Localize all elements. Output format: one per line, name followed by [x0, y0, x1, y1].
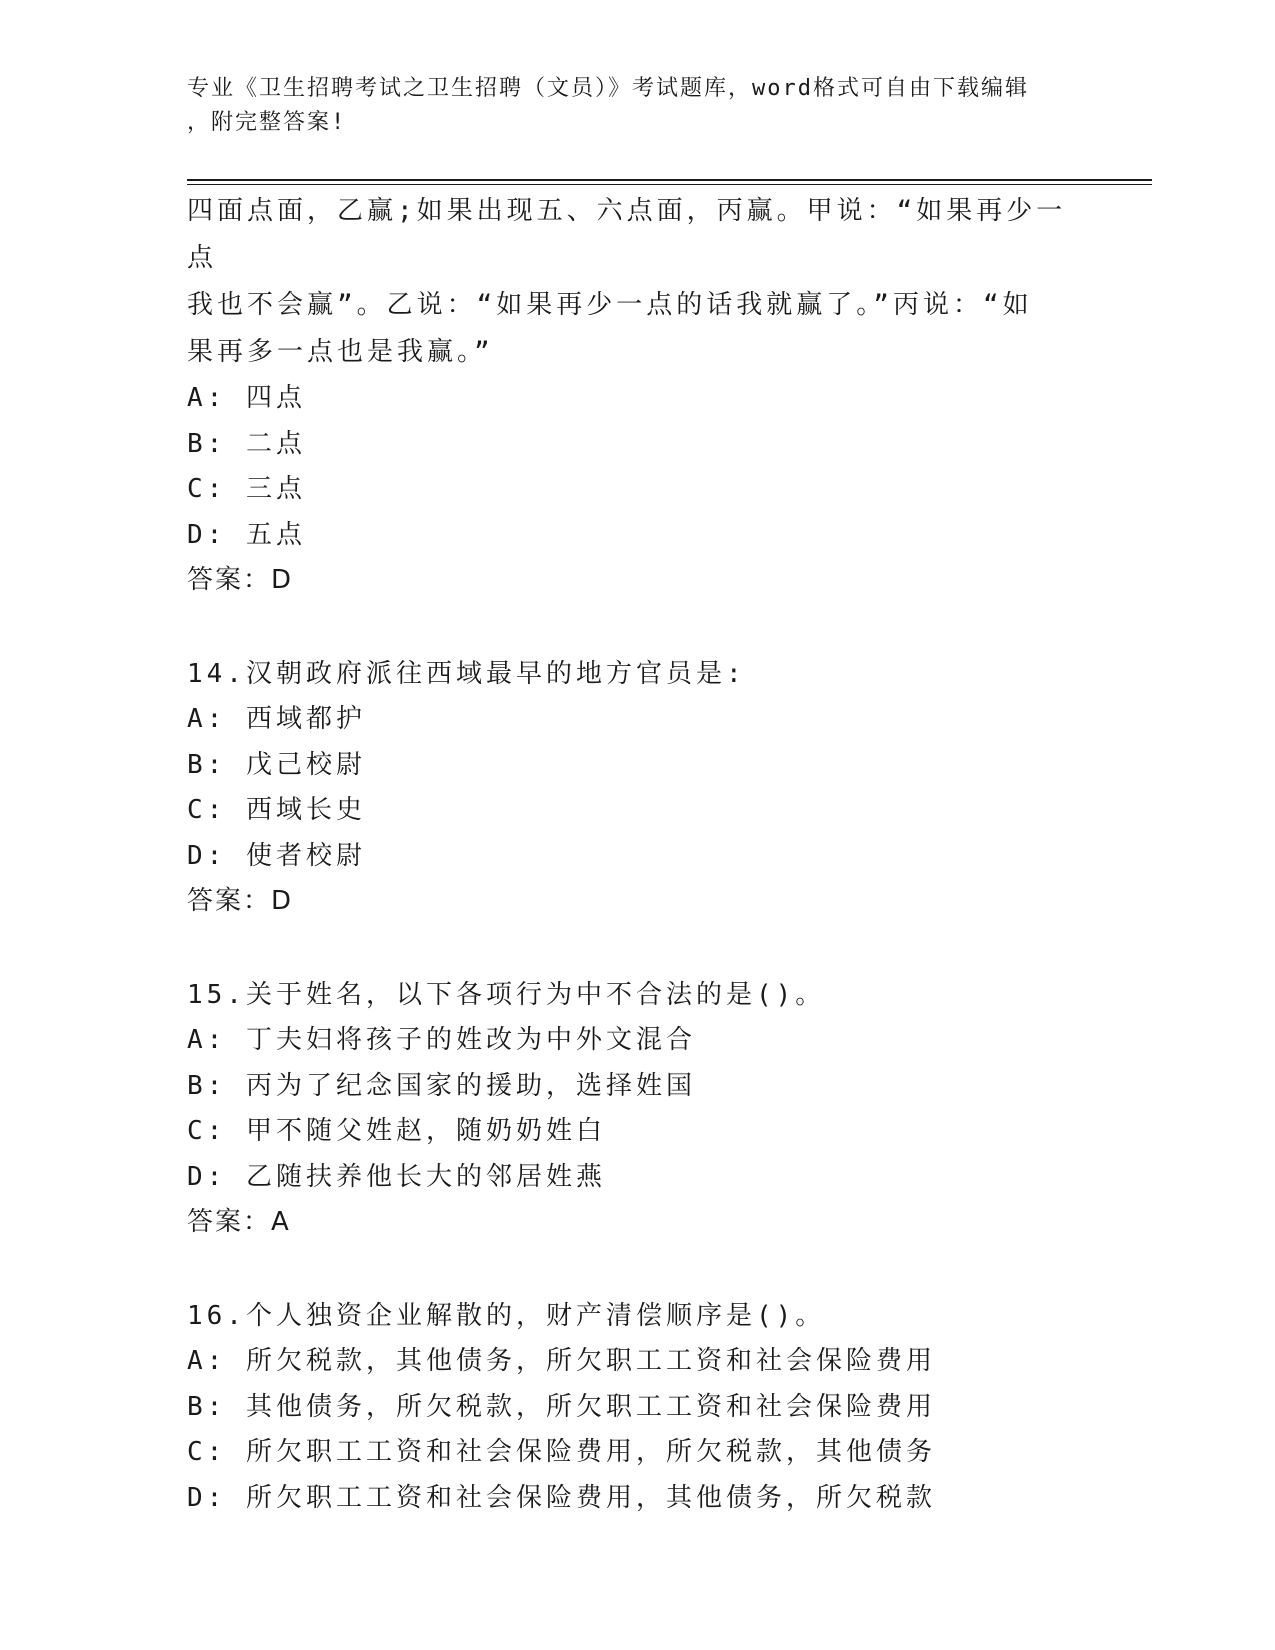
option-b: B: 其他债务，所欠税款，所欠职工工资和社会保险费用 [187, 1391, 936, 1422]
option-c: C: 所欠职工工资和社会保险费用，所欠税款，其他债务 [187, 1437, 936, 1467]
option-a: A: 西域都护 [187, 704, 366, 734]
answer: 答案：A [187, 1207, 291, 1237]
option-a: A: 丁夫妇将孩子的姓改为中外文混合 [187, 1025, 696, 1055]
question-title: 16.个人独资企业解散的，财产清偿顺序是()。 [187, 1300, 826, 1331]
option-b: B: 丙为了纪念国家的援助，选择姓国 [187, 1070, 696, 1101]
stem-line: 我也不会赢”。乙说：“如果再少一点的话我就赢了。”丙说：“如 [187, 290, 1033, 320]
spacer [187, 925, 1087, 973]
header-rule-thin [187, 184, 1152, 185]
question-13-stem [187, 188, 1087, 376]
document-body [187, 188, 1087, 1521]
question-16 [187, 1294, 1087, 1522]
header-line-2: ，附完整答案! [187, 110, 347, 135]
question-13-continued [187, 188, 1087, 604]
spacer [187, 604, 1087, 652]
question-15 [187, 973, 1087, 1246]
document-header [187, 72, 1067, 140]
option-b: B: 戊己校尉 [187, 749, 366, 780]
header-rule-thick [187, 179, 1152, 181]
option-d: D: 使者校尉 [187, 840, 366, 871]
option-c: C: 甲不随父姓赵，随奶奶姓白 [187, 1116, 606, 1146]
option-c: C: 西域长史 [187, 795, 366, 825]
header-line-1: 专业《卫生招聘考试之卫生招聘（文员）》考试题库，word格式可自由下载编辑 [187, 76, 1029, 101]
question-14 [187, 652, 1087, 925]
option-a: A: 所欠税款，其他债务，所欠职工工资和社会保险费用 [187, 1346, 936, 1376]
stem-line: 果再多一点也是我赢。” [187, 337, 494, 367]
stem-line: 四面点面，乙赢;如果出现五、六点面，丙赢。甲说：“如果再少一点 [187, 196, 1067, 273]
answer: 答案：D [187, 886, 294, 916]
option-d: D: 所欠职工工资和社会保险费用，其他债务，所欠税款 [187, 1482, 936, 1513]
question-title: 14.汉朝政府派往西域最早的地方官员是: [187, 658, 746, 689]
option-d: D: 五点 [187, 519, 306, 550]
spacer [187, 1246, 1087, 1294]
question-title: 15.关于姓名，以下各项行为中不合法的是()。 [187, 979, 826, 1010]
option-b: B: 二点 [187, 428, 306, 459]
option-a: A: 四点 [187, 383, 306, 413]
answer: 答案：D [187, 565, 294, 595]
option-d: D: 乙随扶养他长大的邻居姓燕 [187, 1161, 606, 1192]
option-c: C: 三点 [187, 474, 306, 504]
